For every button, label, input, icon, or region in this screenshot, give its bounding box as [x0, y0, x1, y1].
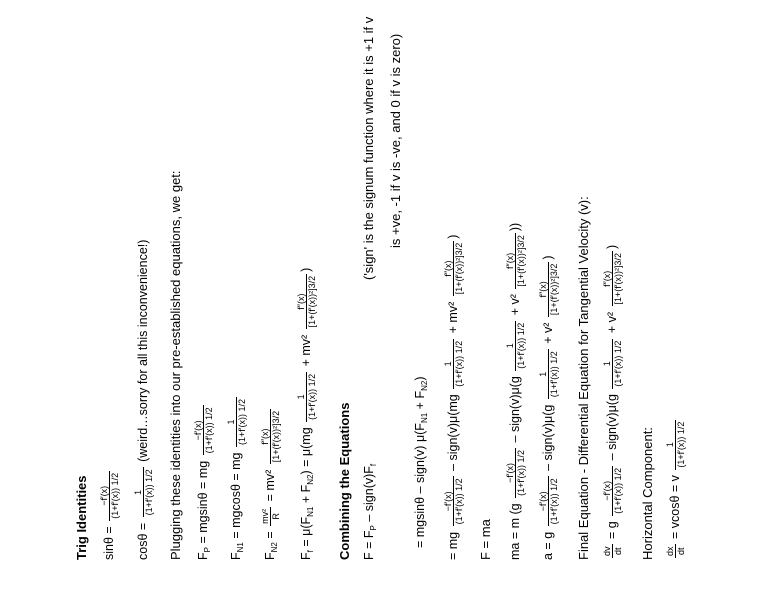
- fn2-equation: $F_{N2}$ = mv² R = mv² f″(x) [1+(f′(x))²]3/2: [260, 410, 282, 560]
- ma-fraction-3: f″(x) [1+(f′(x))²]3/2: [505, 235, 527, 287]
- expanded-line-2: = mg −f′(x) (1+f′(x)) 1/2 – sign(v)μ(mg 1 (1+f′(x)) 1/2 + mv² f″(x) [1+(f′(x))²]3/2 ): [443, 234, 465, 560]
- final-equation-heading: Final Equation - Differential Equation for Tangential Velocity (v):: [576, 196, 591, 560]
- eq2-fraction-3: f″(x) [1+(f′(x))²]3/2: [443, 242, 465, 295]
- a-fraction-1: −f′(x) (1+f′(x)) 1/2: [538, 478, 560, 525]
- ma-fraction-2: 1 (1+f′(x)) 1/2: [505, 322, 527, 369]
- section-title-combining: Combining the Equations: [337, 402, 352, 560]
- dv-dt-fraction: dv dt: [602, 546, 624, 556]
- dv-dt-equation: dv dt = g −f′(x) (1+f′(x)) 1/2 – sign(v)μ(g 1 (1+f′(x)) 1/2 + v² f″(x) [1+(f′(x))²]3/2 ): [602, 244, 624, 556]
- fn1-fraction: 1 (1+f′(x)) 1/2: [226, 399, 248, 445]
- eq2-fraction-2: 1 (1+f′(x)) 1/2: [443, 340, 465, 387]
- dv-fraction-2: 1 (1+f′(x)) 1/2: [602, 340, 624, 387]
- combine-equation: $F = F_P$ – $sign(v)F_f$: [362, 463, 378, 560]
- signum-note-line2: is +ve, -1 if v is -ve, and 0 if v is zero): [388, 33, 403, 248]
- sin-identity: [99, 469, 121, 560]
- dv-fraction-3: f″(x) [1+(f′(x))²]3/2: [602, 253, 624, 305]
- acceleration-equation: a = g −f′(x) (1+f′(x)) 1/2 – sign(v)μ(g 1 (1+f′(x)) 1/2 + v² f″(x) [1+(f′(x))²]3/2 ): [538, 255, 560, 560]
- fp-fraction: −f′(x) (1+f′(x)) 1/2: [193, 407, 215, 454]
- section-title-trig: Trig Identities: [74, 475, 89, 560]
- plug-text: Plugging these identities into our pre-established equations, we get:: [168, 170, 183, 560]
- expanded-line-1: = mgsinθ – sign(v) $\mu(F_{N1} + F_{N2})$: [413, 376, 429, 548]
- dx-dt-equation: dx dt = vcosθ = v 1 (1+f′(x)) 1/2: [665, 421, 687, 556]
- newton-second-law: F = ma: [478, 519, 493, 560]
- a-fraction-3: f″(x) [1+(f′(x))²]3/2: [538, 263, 560, 316]
- ff-fraction-1: 1 (1+f′(x)) 1/2: [296, 373, 318, 420]
- fp-equation: $F_P = mgsin\theta$ = mg −f′(x) (1+f′(x)) 1/2: [193, 407, 215, 560]
- cos-identity: cosθ = 1 (1+f′(x)) 1/2 (weird…sorry for all this inconvenience!): [133, 239, 155, 560]
- dx-dt-fraction: dx dt: [665, 546, 687, 556]
- fn2-curvature-fraction: f″(x) [1+(f′(x))²]3/2: [260, 410, 282, 463]
- cos-note: (weird…sorry for all this inconvenience!): [136, 239, 151, 462]
- fn1-equation: $F_{N1} = mgcos\theta$ = mg 1 (1+f′(x)) 1/2: [226, 399, 248, 560]
- eq2-fraction-1: −f′(x) (1+f′(x)) 1/2: [443, 478, 465, 525]
- sin-lhs: sinθ =: [102, 526, 117, 560]
- fn2-mv2-fraction: mv² R: [260, 508, 282, 524]
- ff-fraction-2: f″(x) [1+(f′(x))²]3/2: [296, 275, 318, 328]
- dv-fraction-1: −f′(x) (1+f′(x)) 1/2: [602, 467, 624, 514]
- ff-equation: $F_f = \mu(F_{N1} + F_{N2}) = \mu(mg$ 1 (1+f′(x)) 1/2 + mv² f″(x) [1+(f′(x))²]3/2 ): [296, 267, 318, 560]
- horizontal-component-heading: Horizontal Component:: [640, 427, 655, 560]
- dx-fraction-1: 1 (1+f′(x)) 1/2: [665, 421, 687, 468]
- ma-fraction-1: −f′(x) (1+f′(x)) 1/2: [505, 449, 527, 496]
- ma-equation: ma = m (g −f′(x) (1+f′(x)) 1/2 – sign(v)μ(g 1 (1+f′(x)) 1/2 + v² f″(x) [1+(f′(x))²]3/2 )): [505, 222, 527, 560]
- sin-fraction: −f′(x) (1+f′(x)) 1/2: [99, 472, 121, 519]
- a-fraction-2: 1 (1+f′(x)) 1/2: [538, 351, 560, 398]
- signum-note-line1: ('sign' is the signum function where it is +1 if v: [361, 16, 376, 280]
- cos-fraction: 1 (1+f′(x)) 1/2: [133, 469, 155, 516]
